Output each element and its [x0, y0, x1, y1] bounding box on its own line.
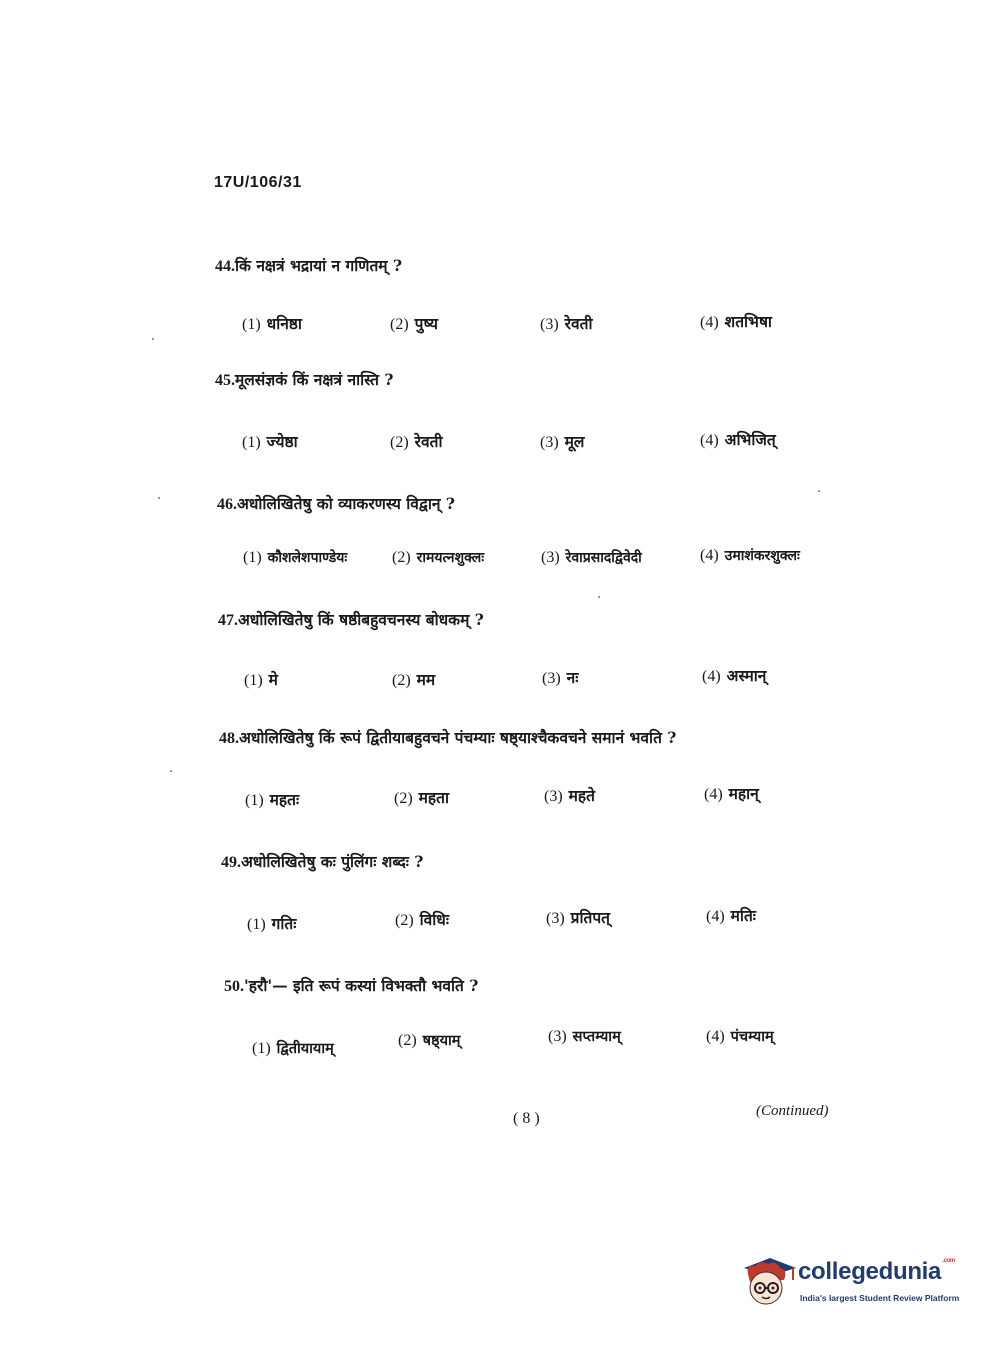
- option-1: (1) मे: [244, 670, 278, 689]
- option-4: (4) अस्मान्: [702, 666, 767, 685]
- option-4: (4) शतभिषा: [700, 312, 772, 331]
- option-1: (1) ज्येष्ठा: [242, 432, 298, 451]
- scan-speck: [598, 596, 600, 598]
- question-text: 44.किं नक्षत्रं भद्रायां न गणितम् ?: [215, 256, 403, 275]
- question-text: 48.अधोलिखितेषु किं रूपं द्वितीयाबहुवचने पंचम्याः षष्ठ्याश्चैकवचने समानं भवति ?: [219, 728, 677, 747]
- option-3: (3) रेवाप्रसादद्विवेदी: [541, 549, 642, 566]
- option-3: (3) प्रतिपत्: [546, 908, 610, 927]
- option-2: (2) महता: [394, 788, 450, 807]
- question-text: 50.'हरौ'— इति रूपं कस्यां विभक्तौ भवति ?: [224, 976, 479, 995]
- scan-speck: [158, 497, 160, 499]
- scan-speck: [152, 338, 154, 340]
- option-1: (1) द्वितीयायाम्: [252, 1040, 334, 1057]
- continued-label: (Continued): [756, 1103, 829, 1119]
- option-3: (3) रेवती: [540, 314, 593, 333]
- question-text: 47.अधोलिखितेषु किं षष्ठीबहुवचनस्य बोधकम् ?: [218, 610, 484, 629]
- scan-speck: [818, 490, 820, 492]
- option-2: (2) रामयत्नशुक्लः: [392, 549, 485, 566]
- brand-name: collegedunia$^{.com}$: [798, 1258, 955, 1285]
- option-1: (1) गतिः: [247, 914, 297, 933]
- option-4: (4) महान्: [704, 784, 759, 803]
- option-4: (4) उमाशंकरशुक्लः: [700, 547, 800, 564]
- option-3: (3) मूल: [540, 432, 585, 451]
- collegedunia-logo[interactable]: [740, 1250, 970, 1316]
- question-text: 46.अधोलिखितेषु को व्याकरणस्य विद्वान् ?: [217, 494, 455, 513]
- option-2: (2) पुष्य: [390, 314, 438, 333]
- option-4: (4) मतिः: [706, 906, 756, 925]
- option-2: (2) षष्ठ्याम्: [398, 1032, 461, 1049]
- option-1: (1) महतः: [245, 790, 300, 809]
- scan-speck: [170, 770, 172, 772]
- option-2: (2) रेवती: [390, 432, 443, 451]
- option-2: (2) मम: [392, 670, 436, 689]
- mascot-icon: [740, 1250, 798, 1316]
- paper-code: 17U/106/31: [214, 174, 302, 191]
- option-1: (1) कौशलेशपाण्डेयः: [243, 549, 348, 566]
- option-4: (4) अभिजित्: [700, 430, 776, 449]
- page-number: ( 8 ): [513, 1110, 540, 1127]
- option-1: (1) धनिष्ठा: [242, 314, 302, 333]
- option-2: (2) विधिः: [395, 910, 449, 929]
- question-text: 49.अधोलिखितेषु कः पुंलिंगः शब्दः ?: [221, 852, 424, 871]
- question-text: 45.मूलसंज्ञकं किं नक्षत्रं नास्ति ?: [215, 370, 394, 389]
- option-3: (3) नः: [542, 668, 579, 687]
- option-3: (3) सप्तम्याम्: [548, 1028, 621, 1045]
- brand-tagline: India's largest Student Review Platform: [800, 1293, 960, 1303]
- option-4: (4) पंचम्याम्: [706, 1028, 774, 1045]
- option-3: (3) महते: [544, 786, 595, 805]
